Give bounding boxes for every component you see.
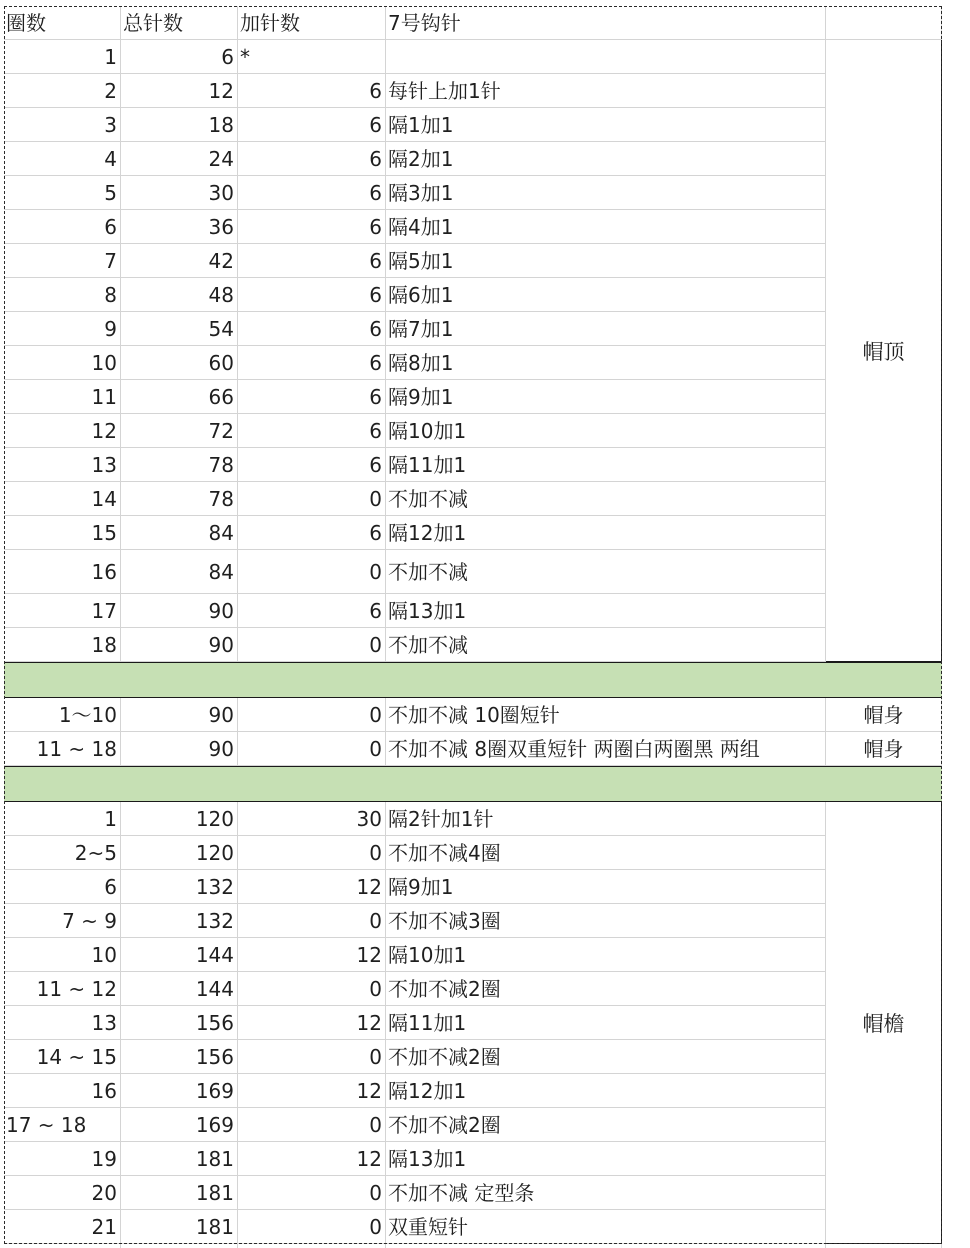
round-cell[interactable]: 17: [4, 594, 121, 628]
total-cell[interactable]: 181: [121, 1176, 238, 1210]
increase-cell[interactable]: 6: [238, 380, 386, 414]
note-cell[interactable]: 不加不减2圈: [386, 972, 826, 1006]
total-cell[interactable]: 78: [121, 448, 238, 482]
total-cell[interactable]: 90: [121, 698, 238, 732]
note-cell[interactable]: 不加不减2圈: [386, 1108, 826, 1142]
section-label-brim[interactable]: 帽檐: [826, 802, 942, 1244]
grid-line: [237, 1244, 238, 1248]
round-cell[interactable]: 1～10: [4, 698, 121, 732]
note-cell[interactable]: 隔8加1: [386, 346, 826, 380]
note-cell[interactable]: 不加不减: [386, 550, 826, 594]
section-cell[interactable]: 帽身: [826, 698, 942, 732]
increase-cell[interactable]: 6: [238, 278, 386, 312]
round-cell[interactable]: 18: [4, 628, 121, 662]
round-cell[interactable]: 5: [4, 176, 121, 210]
round-cell[interactable]: 6: [4, 210, 121, 244]
round-cell[interactable]: 9: [4, 312, 121, 346]
increase-cell[interactable]: 6: [238, 244, 386, 278]
round-cell[interactable]: 7: [4, 244, 121, 278]
note-cell[interactable]: 隔7加1: [386, 312, 826, 346]
round-cell[interactable]: 7 ~ 9: [4, 904, 121, 938]
section-label-hat-top[interactable]: 帽顶: [826, 40, 942, 662]
total-cell[interactable]: 18: [121, 108, 238, 142]
round-cell[interactable]: 13: [4, 448, 121, 482]
total-cell[interactable]: 169: [121, 1108, 238, 1142]
section-separator: [4, 662, 942, 698]
increase-cell[interactable]: 0: [238, 628, 386, 662]
round-cell[interactable]: 3: [4, 108, 121, 142]
note-cell[interactable]: 不加不减: [386, 628, 826, 662]
total-cell[interactable]: 144: [121, 938, 238, 972]
increase-cell[interactable]: 0: [238, 1108, 386, 1142]
round-cell[interactable]: 11 ~ 12: [4, 972, 121, 1006]
note-cell[interactable]: 不加不减 8圈双重短针 两圈白两圈黑 两组: [386, 732, 826, 766]
total-cell[interactable]: 12: [121, 74, 238, 108]
round-cell[interactable]: 4: [4, 142, 121, 176]
total-cell[interactable]: 66: [121, 380, 238, 414]
round-cell[interactable]: 16: [4, 550, 121, 594]
note-cell[interactable]: 隔10加1: [386, 938, 826, 972]
note-cell[interactable]: 不加不减4圈: [386, 836, 826, 870]
increase-cell[interactable]: 6: [238, 594, 386, 628]
note-cell[interactable]: 不加不减 定型条: [386, 1176, 826, 1210]
total-cell[interactable]: 156: [121, 1006, 238, 1040]
total-cell[interactable]: 144: [121, 972, 238, 1006]
note-cell[interactable]: 隔13加1: [386, 1142, 826, 1176]
total-cell[interactable]: 54: [121, 312, 238, 346]
total-cell[interactable]: 42: [121, 244, 238, 278]
note-cell[interactable]: 隔9加1: [386, 870, 826, 904]
increase-cell[interactable]: 12: [238, 1142, 386, 1176]
note-cell[interactable]: 隔12加1: [386, 516, 826, 550]
total-cell[interactable]: 6: [121, 40, 238, 74]
note-cell[interactable]: 隔9加1: [386, 380, 826, 414]
total-cell[interactable]: 60: [121, 346, 238, 380]
header-col-total[interactable]: 总针数: [121, 6, 238, 40]
section-cell[interactable]: 帽身: [826, 732, 942, 766]
increase-cell[interactable]: 6: [238, 142, 386, 176]
increase-cell[interactable]: 6: [238, 176, 386, 210]
total-cell[interactable]: 156: [121, 1040, 238, 1074]
note-cell[interactable]: 隔10加1: [386, 414, 826, 448]
total-cell[interactable]: 181: [121, 1142, 238, 1176]
round-cell[interactable]: 8: [4, 278, 121, 312]
round-cell[interactable]: 17 ~ 18: [4, 1108, 121, 1142]
increase-cell[interactable]: *: [238, 40, 386, 74]
header-col-round[interactable]: 圈数: [4, 6, 121, 40]
round-cell[interactable]: 11: [4, 380, 121, 414]
round-cell[interactable]: 1: [4, 802, 121, 836]
round-cell[interactable]: 2~5: [4, 836, 121, 870]
increase-cell[interactable]: 12: [238, 1006, 386, 1040]
round-cell[interactable]: 11 ~ 18: [4, 732, 121, 766]
round-cell[interactable]: 16: [4, 1074, 121, 1108]
total-cell[interactable]: 90: [121, 732, 238, 766]
round-cell[interactable]: 6: [4, 870, 121, 904]
note-cell[interactable]: 隔12加1: [386, 1074, 826, 1108]
note-cell[interactable]: 隔5加1: [386, 244, 826, 278]
round-cell[interactable]: 1: [4, 40, 121, 74]
header-col-note[interactable]: 7号钩针: [386, 6, 826, 40]
total-cell[interactable]: 72: [121, 414, 238, 448]
round-cell[interactable]: 14 ~ 15: [4, 1040, 121, 1074]
note-cell[interactable]: 隔4加1: [386, 210, 826, 244]
increase-cell[interactable]: 6: [238, 414, 386, 448]
section-separator: [4, 766, 942, 802]
note-cell[interactable]: 隔2针加1针: [386, 802, 826, 836]
note-cell[interactable]: 隔2加1: [386, 142, 826, 176]
increase-cell[interactable]: 6: [238, 74, 386, 108]
total-cell[interactable]: 90: [121, 628, 238, 662]
header-col-section[interactable]: [826, 6, 942, 40]
note-cell[interactable]: 不加不减3圈: [386, 904, 826, 938]
total-cell[interactable]: 30: [121, 176, 238, 210]
increase-cell[interactable]: 30: [238, 802, 386, 836]
note-cell[interactable]: 隔11加1: [386, 448, 826, 482]
total-cell[interactable]: 169: [121, 1074, 238, 1108]
total-cell[interactable]: 132: [121, 870, 238, 904]
round-cell[interactable]: 15: [4, 516, 121, 550]
increase-cell[interactable]: 0: [238, 836, 386, 870]
total-cell[interactable]: 181: [121, 1210, 238, 1244]
total-cell[interactable]: 132: [121, 904, 238, 938]
total-cell[interactable]: 36: [121, 210, 238, 244]
note-cell[interactable]: 不加不减 10圈短针: [386, 698, 826, 732]
note-cell[interactable]: 隔1加1: [386, 108, 826, 142]
round-cell[interactable]: 13: [4, 1006, 121, 1040]
round-cell[interactable]: 14: [4, 482, 121, 516]
increase-cell[interactable]: 6: [238, 312, 386, 346]
note-cell[interactable]: [386, 40, 826, 74]
round-cell[interactable]: 12: [4, 414, 121, 448]
increase-cell[interactable]: 0: [238, 1040, 386, 1074]
note-cell[interactable]: 隔11加1: [386, 1006, 826, 1040]
note-cell[interactable]: 每针上加1针: [386, 74, 826, 108]
round-cell[interactable]: 10: [4, 346, 121, 380]
total-cell[interactable]: 24: [121, 142, 238, 176]
round-cell[interactable]: 2: [4, 74, 121, 108]
note-cell[interactable]: 隔13加1: [386, 594, 826, 628]
increase-cell[interactable]: 6: [238, 448, 386, 482]
round-cell[interactable]: 20: [4, 1176, 121, 1210]
header-col-inc[interactable]: 加针数: [238, 6, 386, 40]
total-cell[interactable]: 84: [121, 550, 238, 594]
increase-cell[interactable]: 6: [238, 108, 386, 142]
total-cell[interactable]: 48: [121, 278, 238, 312]
note-cell[interactable]: 不加不减2圈: [386, 1040, 826, 1074]
total-cell[interactable]: 120: [121, 836, 238, 870]
increase-cell[interactable]: 0: [238, 972, 386, 1006]
increase-cell[interactable]: 12: [238, 938, 386, 972]
note-cell[interactable]: 隔3加1: [386, 176, 826, 210]
increase-cell[interactable]: 0: [238, 698, 386, 732]
increase-cell[interactable]: 0: [238, 732, 386, 766]
increase-cell[interactable]: 0: [238, 1176, 386, 1210]
increase-cell[interactable]: 0: [238, 482, 386, 516]
total-cell[interactable]: 84: [121, 516, 238, 550]
increase-cell[interactable]: 12: [238, 1074, 386, 1108]
grid-line: [120, 1244, 121, 1248]
increase-cell[interactable]: 0: [238, 904, 386, 938]
note-cell[interactable]: 双重短针: [386, 1210, 826, 1244]
increase-cell[interactable]: 0: [238, 1210, 386, 1244]
round-cell[interactable]: 21: [4, 1210, 121, 1244]
grid-line: [941, 1244, 942, 1248]
note-cell[interactable]: 不加不减: [386, 482, 826, 516]
round-cell[interactable]: 10: [4, 938, 121, 972]
total-cell[interactable]: 90: [121, 594, 238, 628]
increase-cell[interactable]: 6: [238, 210, 386, 244]
note-cell[interactable]: 隔6加1: [386, 278, 826, 312]
increase-cell[interactable]: 6: [238, 516, 386, 550]
increase-cell[interactable]: 12: [238, 870, 386, 904]
total-cell[interactable]: 78: [121, 482, 238, 516]
grid-line: [385, 1244, 386, 1248]
total-cell[interactable]: 120: [121, 802, 238, 836]
increase-cell[interactable]: 0: [238, 550, 386, 594]
round-cell[interactable]: 19: [4, 1142, 121, 1176]
increase-cell[interactable]: 6: [238, 346, 386, 380]
grid-line: [825, 1244, 826, 1248]
